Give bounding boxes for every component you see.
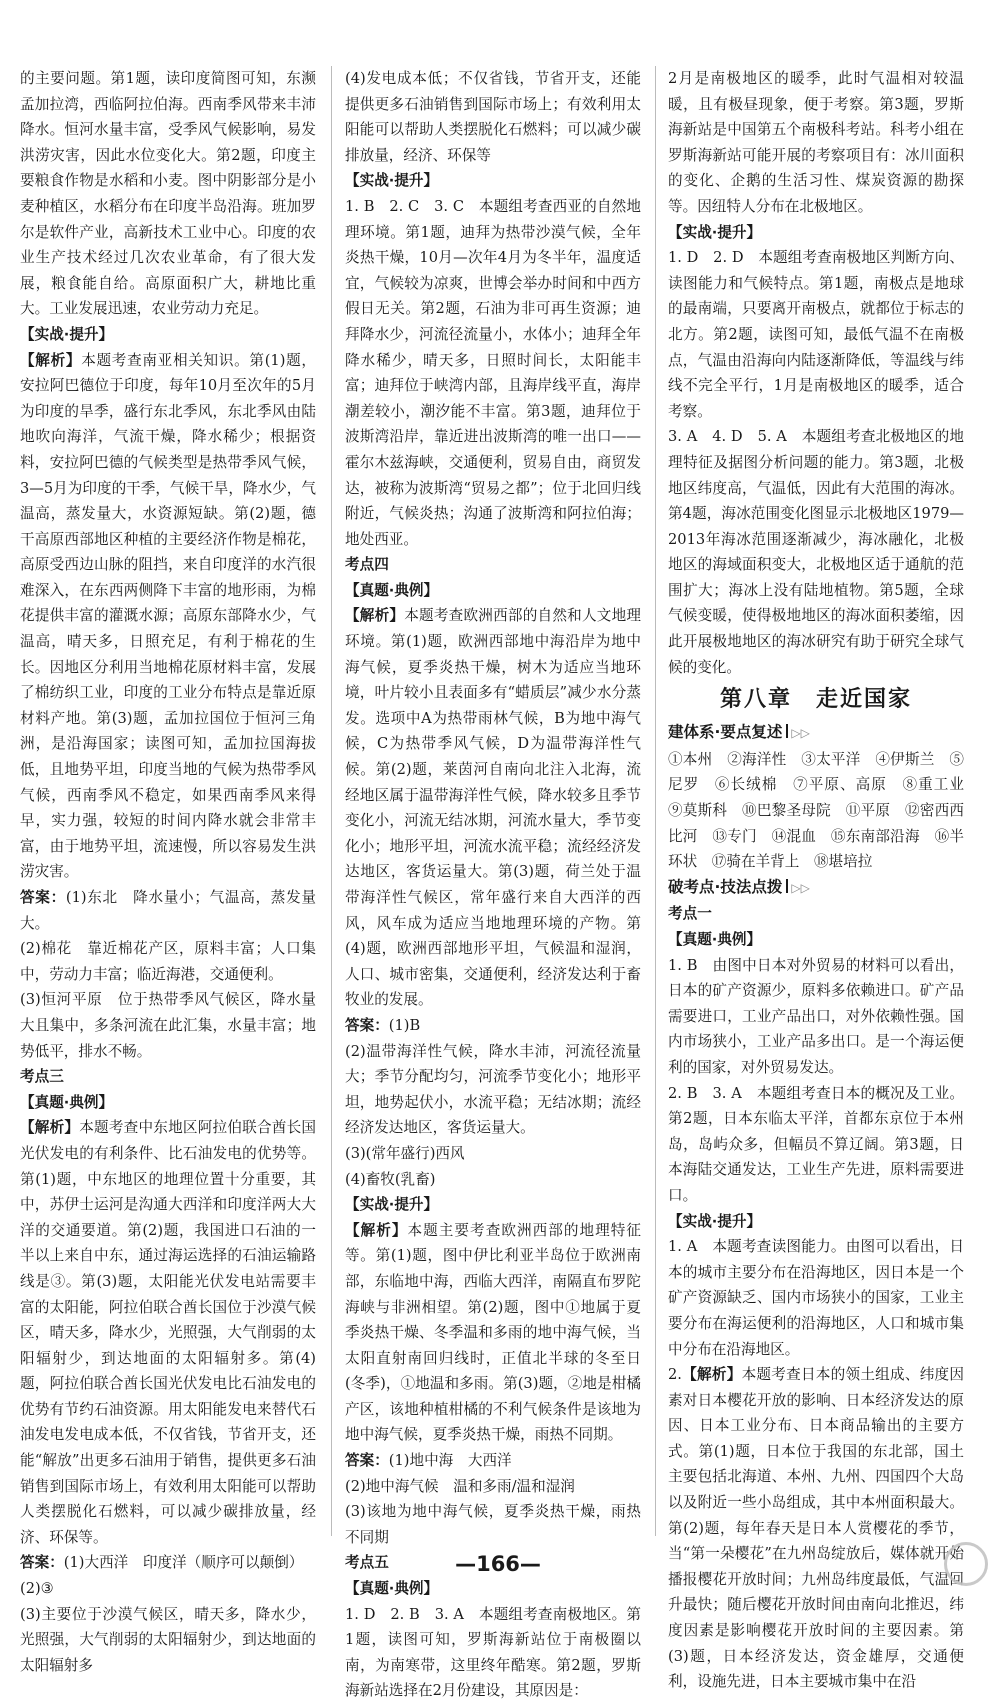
- analysis-tag: 【解析】: [20, 351, 82, 369]
- analysis-tag: 【解析】: [681, 1366, 742, 1384]
- answer-paragraph: 3. A 4. D 5. A 本题组考查北极地区的地理特征及据图分析问题的能力。第3题，北极地区纬度高，气温低，因此有大范围的海冰。第4题，海冰范围变化图显示北极地区1979—2013年海冰范围逐渐减少，海冰融化，北极地区的海域面积变大，北极地区适于通航的范围扩大；海冰上没有陆地植物。第5题，全球气候变暖，使得极地地区的海冰面积萎缩，因此开展极地地区的海冰研究有助于研究全球气候的变化。: [668, 428, 964, 676]
- key-points-list: ①本州 ②海洋性 ③太平洋 ④伊斯兰 ⑤尼罗 ⑥长绒棉 ⑦平原、高原 ⑧重工业 ⑨莫斯科 ⑩巴黎圣母院 ⑪平原 ⑫密西西比河 ⑬专门 ⑭混血 ⑮东南部沿海 ⑯半环状 ⑰骑在羊背上 ⑱堪培拉: [668, 750, 979, 871]
- divider-bar: [786, 879, 788, 893]
- topic-heading: 考点三: [20, 1068, 64, 1086]
- analysis-tag: 【解析】: [345, 1221, 408, 1239]
- topic-heading: 考点四: [345, 556, 389, 574]
- arrow-icon: ▷▷: [791, 726, 810, 741]
- arrow-icon: ▷▷: [791, 880, 810, 895]
- answer-line: (2)地中海气候 温和多雨/温和湿润: [345, 1477, 575, 1495]
- watermark-circle-icon: [944, 1542, 988, 1586]
- answer-text: (1)大西洋 印度洋（顺序可以颠倒）: [63, 1554, 304, 1572]
- topic-heading: 考点一: [668, 905, 712, 923]
- answer-paragraph: 2. B 3. A 本题组考查日本的概况及工业。第2题，日本东临太平洋，首都东京位于本州岛，岛屿众多，但幅员不算辽阔。第3题，日本海陆交通发达，工业生产先进，原料需要进口。: [668, 1084, 964, 1204]
- answer-line: (2)温带海洋性气候，降水丰沛，河流径流量大；季节分配均匀，河流季节变化小；地形平坦，地势起伏小，水流平稳；无结冰期；流经经济发达地区，客货运量大。: [345, 1042, 641, 1137]
- section-heading: 【实战·提升】: [668, 223, 762, 241]
- column-middle: [345, 66, 641, 1704]
- column-left: [20, 66, 316, 1678]
- answer-line: [345, 1448, 641, 1474]
- section-heading: 【实战·提升】: [668, 1212, 762, 1230]
- answer-text: (1)地中海 大西洋: [388, 1452, 512, 1470]
- answer-label: 答案：: [345, 1452, 389, 1470]
- divider-bar: [786, 724, 788, 738]
- analysis-paragraph: [345, 1218, 641, 1448]
- question-number: 2.: [668, 1366, 682, 1384]
- analysis-text: 本题主要考查欧洲西部的地理特征等。第(1)题，图中伊比利亚半岛位于欧洲南部，东临地中海，西临大西洋，南隔直布罗陀海峡与非洲相望。第(2)题，图中①地属于夏季炎热干燥、冬季温和多雨的地中海气候，当太阳直射南回归线时，正值北半球的冬至日(冬季)，①地温和多雨。第(3)题，②地是柑橘产区，该地种植柑橘的不利气候条件是该地为地中海气候，夏季炎热干燥，雨热不同期。: [345, 1221, 641, 1444]
- column-divider: [655, 66, 656, 1536]
- section-heading: 【真题·典例】: [668, 931, 762, 948]
- answer-label: 答案：: [20, 889, 66, 906]
- analysis-tag: 【解析】: [20, 1119, 80, 1137]
- answer-text: (1)东北 降水量小；气温高，蒸发量大。: [20, 889, 316, 932]
- analysis-text: 本题考查中东地区阿拉伯联合酋长国光伏发电的有利条件、比石油发电的优势等。第(1)题，中东地区的地理位置十分重要，其中，苏伊士运河是沟通大西洋和印度洋两大大洋的交通要道。第(2)题，我国进口石油的一半以上来自中东，通过海运选择的石油运输路线是③。第(3)题，太阳能光伏发电站需要丰富的太阳能，阿拉伯联合酋长国位于沙漠气候区，晴天多，降水少，光照强，大气削弱的太阳辐射少，到达地面的太阳辐射多。第(4)题，阿拉伯联合酋长国光伏发电比石油发电的优势有节约石油资源。用太阳能发电来替代石油发电发电成本低，不仅省钱，节省开支，还能“解放”出更多石油用于销售，提供更多石油销售到国际市场上，有效利用太阳能可以帮助人类摆脱化石燃料，可以减少碳排放量，经济、环保等。: [20, 1119, 316, 1546]
- answer-label: 答案：: [20, 1554, 64, 1572]
- answer-paragraph: 1. A 本题考查读图能力。由图可以看出，日本的城市主要分布在沿海地区，因日本是一个矿产资源缺乏、国内市场狭小的国家，工业主要分布在海运便利的沿海地区，人口和城市集中分布在沿海地区。: [668, 1238, 964, 1358]
- section-heading: 【实战·提升】: [345, 1196, 439, 1214]
- answer-paragraph: 1. D 2. D 本题组考查南极地区判断方向、读图能力和气候特点。第1题，南极点是地球的最南端，只要离开南极点，就都位于标志的北方。第2题，读图可知，最低气温不在南极点，气温由沿海向内陆逐渐降低，等温线与纬线不完全平行，1月是南极地区的暖季，适合考察。: [668, 249, 964, 420]
- column-right: [668, 66, 979, 1695]
- paragraph: 的主要问题。第1题，读印度简图可知，东濒孟加拉湾，西临阿拉伯海。西南季风带来丰沛降水。恒河水量丰富，受季风气候影响，易发洪涝灾害，因此水位变化大。第2题，印度主要粮食作物是水稻和小麦。图中阴影部分是小麦种植区，水稻分布在印度半岛沿海。班加罗尔是软件产业，高新技术工业中心。印度的农业生产技术经过几次农业革命，有了很大发展，粮食能自给。高原面积广大，耕地比重大。工业发展迅速，农业劳动力充足。: [20, 70, 316, 318]
- section-heading: 【真题·典例】: [345, 581, 439, 599]
- analysis-paragraph: [668, 1362, 964, 1695]
- answer-paragraph: 1. B 2. C 3. C 本题组考查西亚的自然地理环境。第1题，迪拜为热带沙漠气候，全年炎热干燥，10月—次年4月为冬半年，温度适宜，气候较为凉爽，世博会举办时间和中西方假日无关。第2题，石油为非可再生资源；迪拜降水少，河流径流量小，水体小；迪拜全年降水稀少，晴天多，日照时间长，太阳能丰富；迪拜位于峡湾内部，且海岸线平直，海岸潮差较小，潮汐能不丰富。第3题，迪拜位于波斯湾沿岸，靠近进出波斯湾的唯一出口——霍尔木兹海峡，交通便利，贸易自由，商贸发达，被称为波斯湾“贸易之都”；位于北回归线附近，气候炎热；沟通了波斯湾和阿拉伯海；地处西亚。: [345, 197, 641, 548]
- answer-line: (3)该地为地中海气候，夏季炎热干燥，雨热不同期: [345, 1503, 641, 1546]
- answer-paragraph: 1. D 2. B 3. A 本题组考查南极地区。第1题，读图可知，罗斯海新站位于南极圈以南，为南寒带，这里终年酷寒。第2题，罗斯海新站选择在2月份建设，其原因是：: [345, 1605, 641, 1700]
- subsection-heading: [668, 875, 964, 902]
- section-heading: 【实战·提升】: [345, 172, 439, 190]
- column-divider: [331, 66, 332, 1536]
- section-heading: 【实战·提升】: [20, 325, 114, 343]
- analysis-text: 本题考查日本的领土组成、纬度因素对日本樱花开放的影响、日本经济发达的原因、日本工业分布、日本商品输出的主要方式。第(1)题，日本位于我国的东北部，国土主要包括北海道、本州、九州、四国四个大岛以及附近一些小岛组成，其中本州面积最大。第(2)题，每年春天是日本人赏樱花的季节，当“第一朵樱花”在九州岛绽放后，媒体就开始播报樱花开放时间；九州岛纬度最低，气温回升最快；随后樱花开放时间由南向北推迟，纬度因素是影响樱花开放时间的主要因素。第(3)题，日本经济发达，资金雄厚，交通便利，设施先进，日本主要城市集中在沿: [668, 1366, 964, 1691]
- answer-line: (4)畜牧(乳畜): [345, 1170, 436, 1188]
- analysis-paragraph: [20, 1115, 316, 1550]
- answer-line: (3)恒河平原 位于热带季风气候区，降水量大且集中，多条河流在此汇集，水量丰富；地势低平，排水不畅。: [20, 991, 316, 1060]
- answer-label: 答案：: [345, 1016, 389, 1034]
- answer-line: [20, 885, 316, 936]
- analysis-text: 本题考查南亚相关知识。第(1)题，安拉阿巴德位于印度，每年10月至次年的5月为印度的旱季，盛行东北季风，东北季风由陆地吹向海洋，气流干燥，降水稀少；根据资料，安拉阿巴德的气候类型是热带季风气候，3—5月为印度的干季，气候干旱，降水少，气温高，蒸发量大，水资源短缺。第(2)题，德干高原西部地区种植的主要经济作物是棉花，高原受西边山脉的阻挡，来自印度洋的水汽很难深入，在东西两侧降下丰富的地形雨，为棉花提供丰富的灌溉水源；高原东部降水少，气温高，晴天多，日照充足，有利于棉花的生长。因地区分利用当地棉花原材料丰富，发展了棉纺织工业，印度的工业分布特点是靠近原材料产地。第(3)题，孟加拉国位于恒河三角洲，是沿海国家；读图可知，孟加拉国海拔低，且地势平坦，印度当地的气候为热带季风气候，西南季风不稳定，如果西南季风来得早，实力强，较短的时间内降水就会非常丰富，由于地势平坦，流速慢，所以容易发生洪涝灾害。: [20, 351, 316, 881]
- answer-paragraph: 1. B 由图中日本对外贸易的材料可以看出，日本的矿产资源少，原料多依赖进口。矿产品需要进口，工业产品出口，对外依赖性强。国内市场狭小，工业产品多出口。是一个海运便利的国家，对外贸易发达。: [668, 956, 964, 1076]
- subsection-title: 建体系·要点复述: [668, 723, 783, 742]
- answer-line: (2)③: [20, 1580, 54, 1598]
- answer-line: (3)主要位于沙漠气候区，晴天多，降水少，光照强，大气削弱的太阳辐射少，到达地面的太阳辐射多: [20, 1605, 316, 1674]
- analysis-text: 本题考查欧洲西部的自然和人文地理环境。第(1)题，欧洲西部地中海沿岸为地中海气候，夏季炎热干燥，树木为适应当地环境，叶片较小且表面多有“蜡质层”减少水分蒸发。选项中A为热带雨林气候，B为地中海气候，C为热带季风气候，D为温带海洋性气候。第(2)题，莱茵河自南向北注入北海，流经地区属于温带海洋性气候，降水较多且季节变化小，河流无结冰期，河流水量大，季节变化小；地形平坦，河流水流平稳；流经经济发达地区，客货运量大。第(3)题，荷兰处于温带海洋性气候区，常年盛行来自大西洋的西风，风车成为适应当地地理环境的产物。第(4)题，欧洲西部地形平坦，气候温和湿润，人口、城市密集，交通便利，经济发达利于畜牧业的发展。: [345, 607, 641, 1009]
- chapter-title: 第八章 走近国家: [719, 687, 912, 713]
- section-heading: 【真题·典例】: [20, 1093, 114, 1111]
- subsection-title: 破考点·技法点拨: [668, 877, 783, 896]
- analysis-paragraph: [20, 348, 316, 885]
- watermark-logo: [802, 1548, 992, 1596]
- page-number: —166—: [455, 1552, 541, 1576]
- answer-line: [345, 1013, 641, 1039]
- answer-line: (3)(常年盛行)西风: [345, 1144, 465, 1162]
- section-heading: 【真题·典例】: [345, 1580, 439, 1598]
- analysis-tag: 【解析】: [345, 607, 405, 625]
- answer-text: (1)B: [388, 1016, 421, 1034]
- subsection-heading: [668, 720, 964, 747]
- answer-line: (2)棉花 靠近棉花产区，原料丰富；人口集中，劳动力丰富；临近海港，交通便利。: [20, 940, 316, 983]
- analysis-paragraph: [345, 603, 641, 1013]
- answer-line: (4)发电成本低；不仅省钱，节省开支，还能提供更多石油销售到国际市场上；有效利用太阳能可以帮助人类摆脱化石燃料；可以减少碳排放量，经济、环保等: [345, 70, 641, 164]
- answer-paragraph: 2月是南极地区的暖季，此时气温相对较温暖，且有极昼现象，便于考察。第3题，罗斯海新站是中国第五个南极科考站。科考小组在罗斯海新站可能开展的考察项目有：冰川面积的变化、企鹅的生活习性、煤炭资源的勘探等。因纽特人分布在北极地区。: [668, 70, 964, 215]
- topic-heading: 考点五: [345, 1554, 389, 1572]
